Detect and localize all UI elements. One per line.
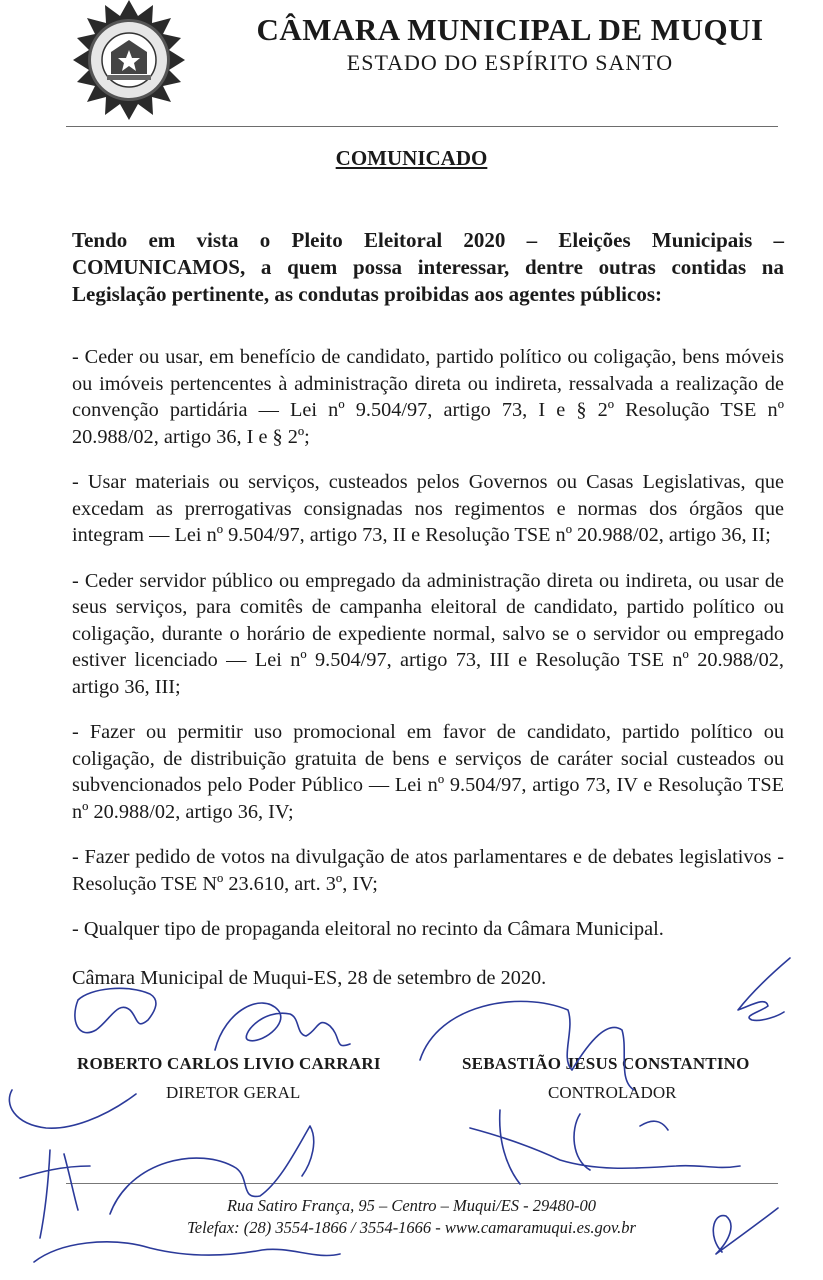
signatory-role-1: DIRETOR GERAL: [166, 1083, 301, 1102]
left-margin-loop: [9, 1090, 136, 1128]
signature-roberto: [215, 1003, 350, 1050]
prohibited-conduct-list: [72, 344, 784, 991]
initials-top-left: [75, 988, 156, 1032]
footer-address: Rua Satiro França, 95 – Centro – Muqui/ES - 29480-00: [226, 1196, 597, 1215]
institution-name: CÂMARA MUNICIPAL DE MUQUI: [256, 12, 764, 47]
signatory-name-1: ROBERTO CARLOS LIVIO CARRARI: [77, 1054, 381, 1073]
signatory-role-2: CONTROLADOR: [548, 1083, 677, 1102]
list-item: - Ceder ou usar, em benefício de candidato, partido político ou coligação, bens móveis ou imóveis pertencentes à administração direta ou indireta, ressalvada a realização de convenção partidária — Lei nº 9.504/97, artigo 73, I e § 2º Resolução TSE nº 20.988/02, artigo 36, I e § 2º;: [72, 346, 784, 448]
seal-emblem: [42, 0, 217, 120]
signature-sebastiao: [420, 1001, 634, 1090]
intro-paragraph: Tendo em vista o Pleito Eleitoral 2020 – Eleições Municipais – COMUNICAMOS, a quem possa interessar, dentre outras contidas na Legislação pertinente, as condutas proibidas aos agentes públicos:: [72, 228, 784, 306]
footer-contact: Telefax: (28) 3554-1866 / 3554-1666 - www.camaramuqui.es.gov.br: [187, 1218, 636, 1237]
header-divider: [66, 126, 778, 127]
state-name: ESTADO DO ESPÍRITO SANTO: [346, 50, 674, 75]
bottom-right-signature: [470, 1110, 740, 1184]
signatory-name-2: SEBASTIÃO JESUS CONSTANTINO: [462, 1054, 750, 1073]
list-item: - Qualquer tipo de propaganda eleitoral no recinto da Câmara Municipal.: [72, 918, 664, 940]
list-item: - Ceder servidor público ou empregado da administração direta ou indireta, ou usar de seus serviços, para comitês de campanha eleitoral de candidato, partido político ou coligação, durante o horário de expediente normal, salvo se o servidor ou empregado estiver licenciado — Lei nº 9.504/97, artigo 73, III e Resolução TSE nº 20.988/02, artigo 36, III;: [72, 569, 784, 698]
footer-divider: [66, 1183, 778, 1184]
list-item: - Fazer pedido de votos na divulgação de atos parlamentares e de debates legislativos - Resolução TSE Nº 23.610, art. 3º, IV;: [72, 846, 784, 895]
bottom-left-signature: [34, 1242, 340, 1262]
document-title: COMUNICADO: [335, 146, 488, 170]
list-item: - Usar materiais ou serviços, custeados pelos Governos ou Casas Legislativas, que excedam as prerrogativas consignadas nos regimentos e normas dos órgãos que integram — Lei nº 9.504/97, artigo 73, II e Resolução TSE nº 20.988/02, artigo 36, II;: [72, 471, 784, 546]
municipal-seal-logo: [42, 0, 217, 120]
list-item: - Fazer ou permitir uso promocional em favor de candidato, partido político ou coligação, de distribuição gratuita de bens e serviços de caráter social custeados ou subvencionados pelo Poder Público — Lei nº 9.504/97, artigo 73, IV e Resolução TSE nº 20.988/02, artigo 36, IV;: [72, 721, 784, 823]
place-date-line: Câmara Municipal de Muqui-ES, 28 de setembro de 2020.: [72, 966, 547, 989]
